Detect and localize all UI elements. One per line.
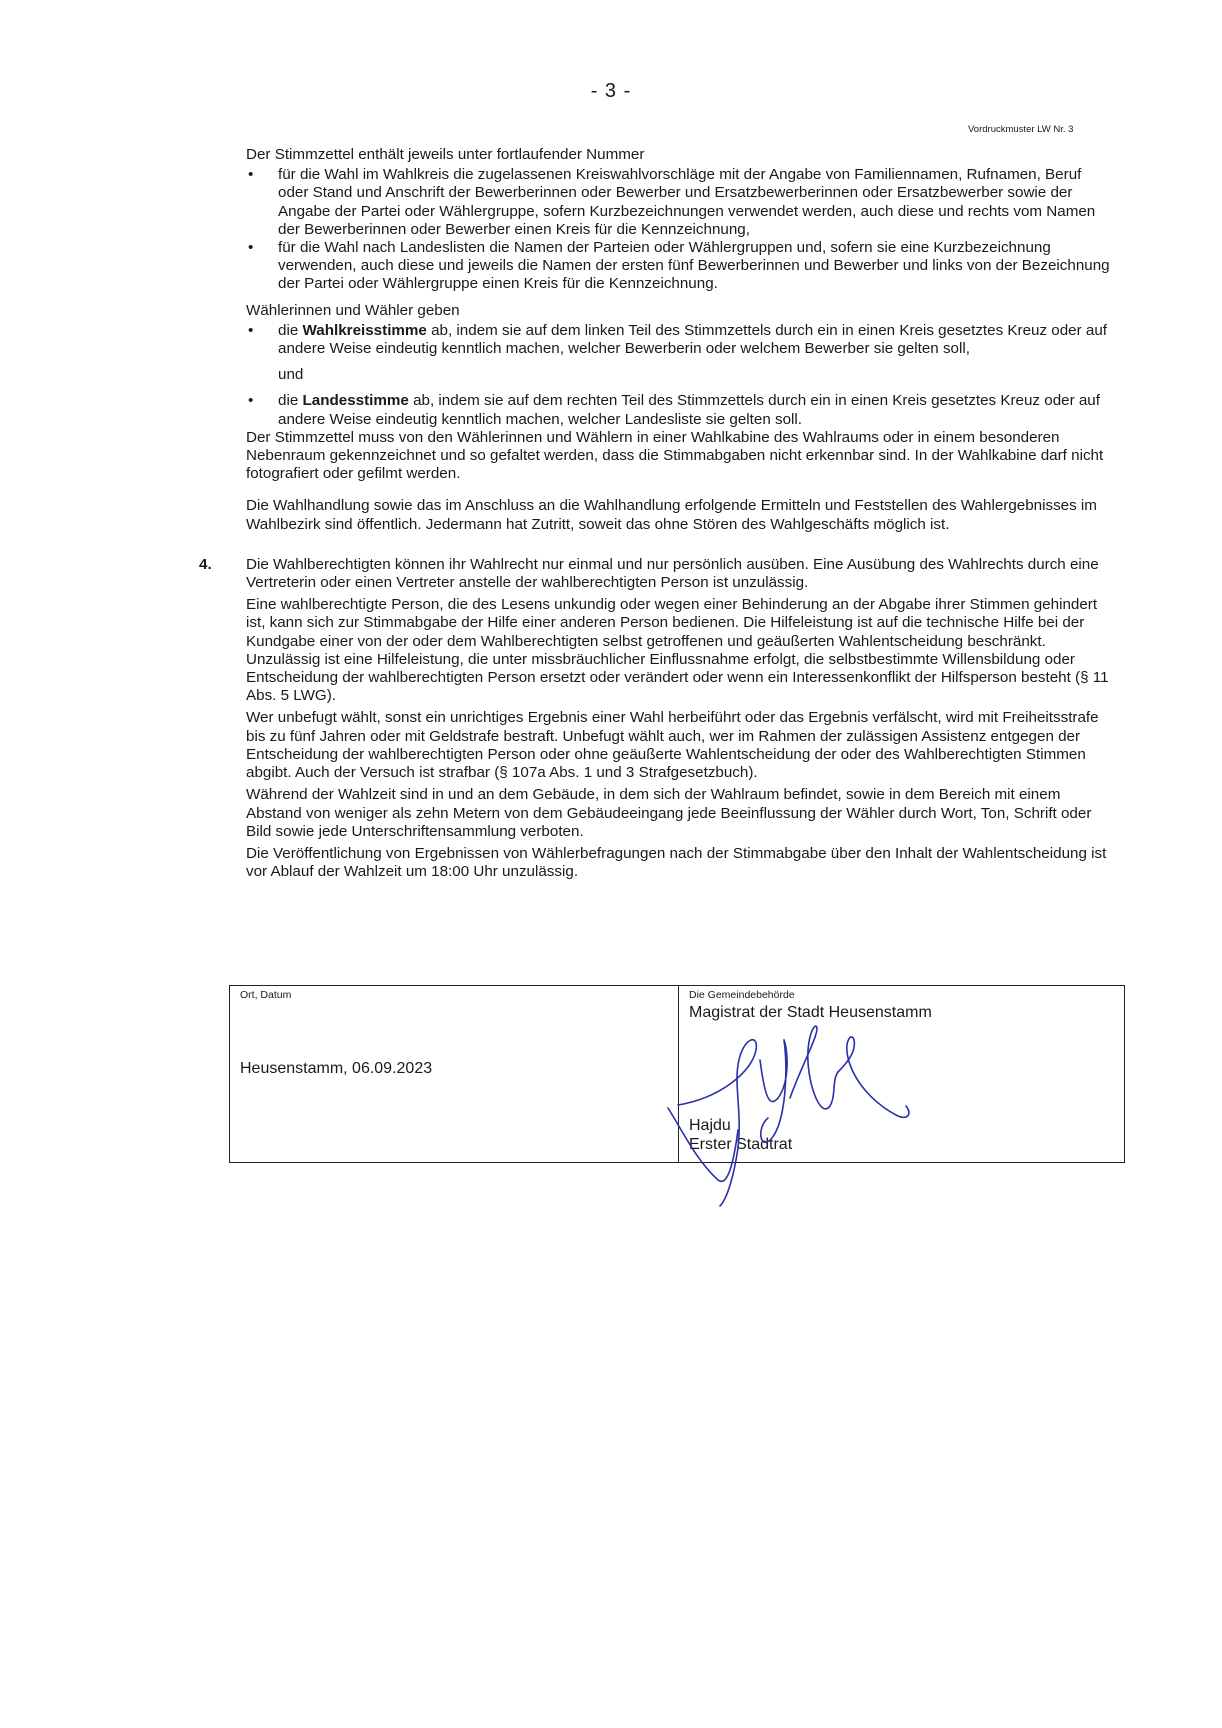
handwritten-signature bbox=[660, 1010, 920, 1210]
bullet-icon: • bbox=[248, 166, 254, 184]
list-item-text: ab, indem sie auf dem rechten Teil des Stimmzettels durch ein in einen Kreis gesetztes Kreuz oder auf andere Weise eindeutig kenntlich machen, welcher Landesliste sie gelten soll. bbox=[278, 392, 1100, 428]
signer-title: Erster Stadtrat bbox=[689, 1136, 793, 1153]
form-reference: Vordruckmuster LW Nr. 3 bbox=[968, 124, 1074, 135]
bullet-icon: • bbox=[248, 239, 254, 257]
authority-name: Magistrat der Stadt Heusenstamm bbox=[689, 1004, 932, 1021]
list-item-text: für die Wahl im Wahlkreis die zugelassenen Kreiswahlvorschläge mit der Angabe von Familiennamen, Rufnamen, Beruf oder Stand und Anschrift der Bewerberinnen oder Bewerber und Ersatzbewerberinnen oder Ersatzbewerber sowie der Angabe der Partei oder Wählergruppe, sofern Kurzbezeichnungen verwendet werden, auch diese und rechts vom Namen der Bewerberinnen oder Bewerber einen Kreis für die Kennzeichnung, bbox=[278, 166, 1096, 238]
bullet-icon: • bbox=[248, 392, 254, 410]
list-item bbox=[246, 392, 1114, 428]
section-number: 4. bbox=[199, 555, 212, 573]
ballot-list bbox=[246, 166, 1114, 293]
list-item-prefix: die bbox=[278, 321, 303, 339]
and-word: und bbox=[278, 366, 304, 384]
section-paragraph: Eine wahlberechtigte Person, die des Lesens unkundig oder wegen einer Behinderung an der Abgabe ihrer Stimmen gehindert ist, kann sich zur Stimmabgabe der Hilfe einer anderen Person bedienen. Die Hilfeleistung ist auf die technische Hilfe bei der Kundgabe einer von der oder dem Wahlberechtigten selbst getroffenen und geäußerten Wahlentscheidung beschränkt. Unzulässig ist eine Hilfeleistung, die unter missbräuchlicher Einflussnahme erfolgt, die selbstbestimmte Willensbildung oder Entscheidung der wahlberechtigten Person ersetzt oder verändert oder wenn ein Interessenkonflikt der Hilfsperson besteht (§ 11 Abs. 5 LWG). bbox=[246, 596, 1109, 705]
list-item-text: für die Wahl nach Landeslisten die Namen der Parteien oder Wählergruppen und, sofern sie eine Kurzbezeichnung verwenden, auch diese und jeweils die Namen der ersten fünf Bewerberinnen und Bewerber und links von der Bezeichnung der Partei oder Wählergruppe einen Kreis für die Kennzeichnung. bbox=[278, 239, 1110, 293]
list-item-prefix: die bbox=[278, 392, 303, 410]
ballot-intro: Der Stimmzettel enthält jeweils unter fortlaufender Nummer bbox=[246, 146, 645, 163]
document-body bbox=[199, 146, 1114, 885]
section-paragraph: Die Veröffentlichung von Ergebnissen von Wählerbefragungen nach der Stimmabgabe über den Inhalt der Wahlentscheidung ist vor Ablauf der Wahlzeit um 18:00 Uhr unzulässig. bbox=[246, 844, 1107, 881]
section-4 bbox=[199, 555, 1114, 881]
booth-paragraph: Der Stimmzettel muss von den Wählerinnen und Wählern in einer Wahlkabine des Wahlraums oder in einem besonderen Nebenraum gekennzeichnet und so gefaltet werden, dass die Stimmabgaben nicht erkennbar sind. In der Wahlkabine darf nicht fotografiert oder gefilmt werden. bbox=[246, 428, 1104, 483]
list-item-text: ab, indem sie auf dem linken Teil des Stimmzettels durch ein in einen Kreis gesetztes Kreuz oder auf andere Weise eindeutig kenntlich machen, welcher Bewerberin oder welchem Bewerber sie gelten soll, bbox=[278, 321, 1108, 358]
list-item bbox=[246, 166, 1114, 239]
list-item-bold: Wahlkreisstimme bbox=[302, 321, 427, 339]
list-item bbox=[246, 322, 1114, 358]
section-paragraph: Wer unbefugt wählt, sonst ein unrichtiges Ergebnis einer Wahl herbeiführt oder das Ergebnis verfälscht, wird mit Freiheitsstrafe bis zu fünf Jahren oder mit Geldstrafe bestraft. Unbefugt wählt auch, wer im Rahmen der zulässigen Assistenz entgegen der Entscheidung der wahlberechtigten Person oder ohne geäußerte Wahlentscheidung der oder des Wahlberechtigten Stimmen abgibt. Auch der Versuch ist strafbar (§ 107a Abs. 1 und 3 Strafgesetzbuch). bbox=[246, 709, 1099, 782]
signer-name: Hajdu bbox=[689, 1117, 731, 1134]
authority-label: Die Gemeindebehörde bbox=[689, 989, 795, 1001]
voting-intro: Wählerinnen und Wähler geben bbox=[246, 301, 460, 319]
list-item bbox=[246, 239, 1114, 294]
bullet-icon: • bbox=[248, 321, 254, 339]
voting-list bbox=[246, 322, 1114, 358]
voting-list-2 bbox=[246, 392, 1114, 428]
place-date-label: Ort, Datum bbox=[240, 989, 292, 1001]
section-paragraph: Während der Wahlzeit sind in und an dem Gebäude, in dem sich der Wahlraum befindet, sowie in dem Bereich mit einem Abstand von weniger als zehn Metern von dem Gebäudeeingang jede Beeinflussung der Wähler durch Wort, Ton, Schrift oder Bild sowie jede Unterschriftensammlung verboten. bbox=[246, 786, 1092, 840]
place-date-value: Heusenstamm, 06.09.2023 bbox=[240, 1060, 433, 1077]
public-paragraph: Die Wahlhandlung sowie das im Anschluss an die Wahlhandlung erfolgende Ermitteln und Feststellen des Wahlergebnisses im Wahlbezirk sind öffentlich. Jedermann hat Zutritt, soweit das ohne Stören des Wahlgeschäfts möglich ist. bbox=[246, 497, 1097, 533]
place-date-cell bbox=[230, 986, 679, 1162]
list-item-bold: Landesstimme bbox=[302, 392, 409, 410]
section-paragraph: Die Wahlberechtigten können ihr Wahlrecht nur einmal und nur persönlich ausüben. Eine Ausübung des Wahlrechts durch eine Vertreterin oder einen Vertreter anstelle der wahlberechtigten Person ist unzulässig. bbox=[246, 555, 1099, 592]
page-number: - 3 - bbox=[590, 80, 632, 102]
